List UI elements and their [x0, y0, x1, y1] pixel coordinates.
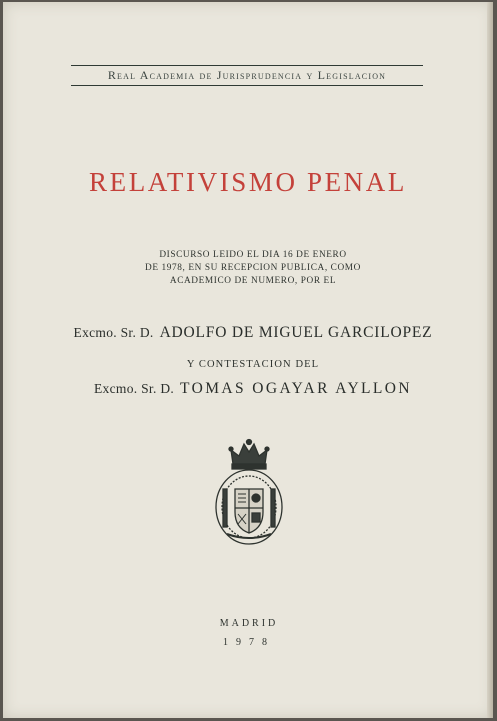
description-line: DISCURSO LEIDO EL DIA 16 DE ENERO: [159, 250, 347, 260]
institution-name: Real Academia de Jurisprudencia y Legislacion: [107, 68, 387, 82]
respondent-line: [53, 380, 453, 398]
book-title: RELATIVISMO PENAL: [89, 167, 407, 197]
publication-year: 1978: [223, 637, 275, 648]
contestacion-label: Y CONTESTACION DEL: [186, 359, 320, 370]
header-rule-top: [71, 65, 423, 66]
respondent-prefix: Excmo. Sr. D.: [94, 381, 175, 396]
author-prefix: Excmo. Sr. D.: [73, 325, 154, 340]
description-line: ACADEMICO DE NUMERO, POR EL: [169, 276, 337, 286]
speech-description: [103, 249, 403, 288]
author-line: [53, 324, 453, 342]
header-rule-bottom: [71, 85, 423, 86]
description-line: DE 1978, EN SU RECEPCION PUBLICA, COMO: [145, 263, 361, 273]
publication-place: MADRID: [219, 618, 279, 629]
author-name: ADOLFO DE MIGUEL GARCILOPEZ: [159, 324, 433, 341]
respondent-name: TOMAS OGAYAR AYLLON: [180, 380, 412, 397]
academy-seal-icon: [209, 434, 289, 546]
book-cover: [3, 2, 493, 718]
